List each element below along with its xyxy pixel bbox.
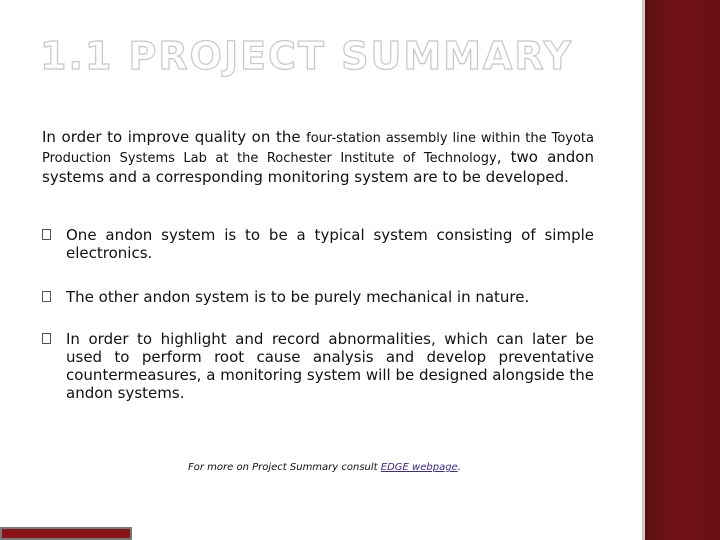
intro-text-tail: , two andon systems and a corresponding monitoring system are to be developed. (42, 148, 594, 186)
footnote-suffix: . (457, 462, 461, 473)
intro-paragraph (42, 128, 594, 186)
footnote (188, 462, 461, 473)
intro-text-lead: In order to improve quality on the (42, 128, 307, 146)
bullet-text: One andon system is to be a typical system consisting of simple electronics. (66, 226, 594, 262)
bullet-item (42, 226, 594, 262)
bullet-item (42, 288, 594, 306)
side-accent-bar (642, 0, 720, 540)
slide-title: 1.1 PROJECT SUMMARY (40, 34, 574, 78)
bullet-box-icon (42, 291, 51, 302)
bullet-box-icon (42, 229, 51, 240)
bullet-item (42, 330, 594, 402)
bullet-text: In order to highlight and record abnormalities, which can later be used to perform root cause analysis and develop preventative countermeasures, a monitoring system will be designed alongside the andon systems. (66, 330, 594, 402)
bullet-text: The other andon system is to be purely mechanical in nature. (66, 288, 530, 306)
bottom-accent-strip (0, 527, 132, 540)
intro-text-lab: four-station assembly line within the Toyota Production Systems Lab at the Rochester Institute of Technology (42, 131, 594, 166)
footnote-prefix: For more on Project Summary consult (188, 462, 381, 473)
edge-webpage-link[interactable]: EDGE webpage (380, 462, 458, 473)
bullet-box-icon (42, 333, 51, 344)
bullet-list (42, 226, 594, 402)
